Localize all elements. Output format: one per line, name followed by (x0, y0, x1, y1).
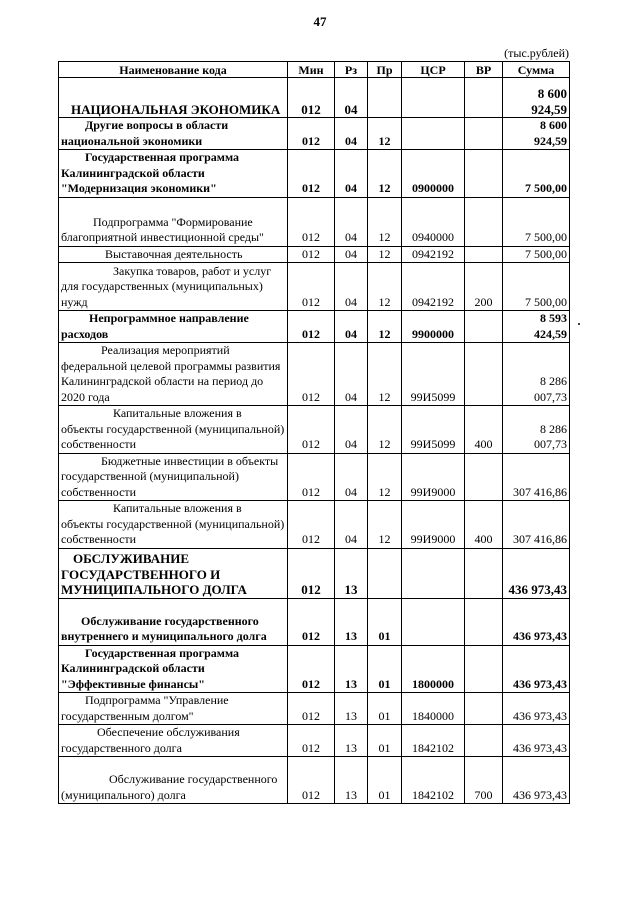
table-row (59, 406, 570, 454)
row-min: 012 (288, 118, 335, 150)
row-rz: 04 (335, 311, 368, 343)
table-row (59, 118, 570, 150)
row-csr (402, 598, 465, 645)
table-row (59, 311, 570, 343)
row-sum: 8 286 007,73 (503, 343, 570, 406)
row-pr: 12 (368, 150, 402, 198)
row-pr: 12 (368, 343, 402, 406)
row-csr: 1842102 (402, 757, 465, 804)
row-csr: 0900000 (402, 150, 465, 198)
row-sum: 8 600 924,59 (503, 78, 570, 118)
table-row (59, 501, 570, 549)
row-sum: 8 593 424,59 (503, 311, 570, 343)
row-name: Обслуживание государственного внутреннего и муниципального долга (59, 598, 288, 645)
row-min: 012 (288, 246, 335, 263)
table-row (59, 645, 570, 693)
margin-dot (578, 323, 580, 325)
row-rz: 13 (335, 645, 368, 693)
row-name: Капитальные вложения в объекты государственной (муниципальной) собственности (59, 501, 288, 549)
row-name: Реализация мероприятий федеральной целевой программы развития Калининградской области на период до 2020 года (59, 343, 288, 406)
table-row (59, 246, 570, 263)
row-rz: 04 (335, 501, 368, 549)
row-rz: 13 (335, 757, 368, 804)
table-row (59, 197, 570, 246)
row-sum: 436 973,43 (503, 645, 570, 693)
row-csr: 1842102 (402, 725, 465, 757)
row-csr (402, 118, 465, 150)
row-vr (465, 246, 503, 263)
row-pr: 01 (368, 598, 402, 645)
row-min: 012 (288, 598, 335, 645)
row-vr: 400 (465, 501, 503, 549)
row-rz: 04 (335, 246, 368, 263)
row-name: ОБСЛУЖИВАНИЕ ГОСУДАРСТВЕННОГО И МУНИЦИПАЛЬНОГО ДОЛГА (59, 548, 288, 598)
row-min: 012 (288, 343, 335, 406)
header-min: Мин (288, 62, 335, 78)
row-vr (465, 118, 503, 150)
table-row (59, 693, 570, 725)
row-min: 012 (288, 501, 335, 549)
row-min: 012 (288, 453, 335, 501)
row-csr: 99И5099 (402, 406, 465, 454)
row-pr: 12 (368, 246, 402, 263)
row-sum: 436 973,43 (503, 548, 570, 598)
row-min: 012 (288, 406, 335, 454)
row-rz: 13 (335, 598, 368, 645)
row-vr: 700 (465, 757, 503, 804)
row-csr: 99И5099 (402, 343, 465, 406)
row-csr: 0942192 (402, 263, 465, 311)
row-pr: 01 (368, 645, 402, 693)
row-rz: 04 (335, 343, 368, 406)
row-pr (368, 78, 402, 118)
row-csr: 0942192 (402, 246, 465, 263)
units-note: (тыс.рублей) (504, 46, 569, 60)
row-min: 012 (288, 311, 335, 343)
row-name: Бюджетные инвестиции в объекты государственной (муниципальной) собственности (59, 453, 288, 501)
row-name: Государственная программа Калининградской области "Модернизация экономики" (59, 150, 288, 198)
row-vr (465, 598, 503, 645)
row-csr: 9900000 (402, 311, 465, 343)
row-sum: 307 416,86 (503, 501, 570, 549)
row-vr (465, 150, 503, 198)
row-min: 012 (288, 78, 335, 118)
row-pr (368, 548, 402, 598)
row-min: 012 (288, 263, 335, 311)
row-min: 012 (288, 725, 335, 757)
table-row (59, 548, 570, 598)
row-sum: 7 500,00 (503, 197, 570, 246)
row-rz: 04 (335, 263, 368, 311)
table-row (59, 757, 570, 804)
row-vr (465, 197, 503, 246)
row-csr: 1800000 (402, 645, 465, 693)
row-name: Государственная программа Калининградской области "Эффективные финансы" (59, 645, 288, 693)
row-name: Обеспечение обслуживания государственного долга (59, 725, 288, 757)
row-vr (465, 343, 503, 406)
row-pr: 12 (368, 311, 402, 343)
row-name: Капитальные вложения в объекты государственной (муниципальной) собственности (59, 406, 288, 454)
header-csr: ЦСР (402, 62, 465, 78)
row-rz: 04 (335, 406, 368, 454)
row-rz: 04 (335, 453, 368, 501)
row-rz: 04 (335, 150, 368, 198)
row-rz: 04 (335, 118, 368, 150)
row-vr (465, 693, 503, 725)
row-min: 012 (288, 645, 335, 693)
row-vr: 200 (465, 263, 503, 311)
row-sum: 7 500,00 (503, 246, 570, 263)
row-vr (465, 78, 503, 118)
row-csr: 1840000 (402, 693, 465, 725)
row-csr (402, 548, 465, 598)
row-rz: 04 (335, 197, 368, 246)
header-vr: ВР (465, 62, 503, 78)
header-sum: Сумма (503, 62, 570, 78)
row-pr: 01 (368, 757, 402, 804)
table-row (59, 343, 570, 406)
row-min: 012 (288, 150, 335, 198)
row-pr: 01 (368, 693, 402, 725)
row-pr: 12 (368, 263, 402, 311)
budget-table (58, 61, 570, 804)
table-row (59, 453, 570, 501)
row-sum: 7 500,00 (503, 263, 570, 311)
header-rz: Рз (335, 62, 368, 78)
row-pr: 12 (368, 453, 402, 501)
row-name: Другие вопросы в области национальной экономики (59, 118, 288, 150)
row-min: 012 (288, 757, 335, 804)
row-vr (465, 453, 503, 501)
row-pr: 01 (368, 725, 402, 757)
row-sum: 436 973,43 (503, 693, 570, 725)
row-rz: 13 (335, 548, 368, 598)
row-sum: 8 600 924,59 (503, 118, 570, 150)
row-sum: 307 416,86 (503, 453, 570, 501)
row-csr: 0940000 (402, 197, 465, 246)
row-pr: 12 (368, 197, 402, 246)
table-row (59, 263, 570, 311)
row-rz: 13 (335, 725, 368, 757)
row-vr (465, 311, 503, 343)
row-min: 012 (288, 197, 335, 246)
row-sum: 436 973,43 (503, 757, 570, 804)
row-name: Обслуживание государственного (муниципального) долга (59, 757, 288, 804)
row-sum: 436 973,43 (503, 725, 570, 757)
row-csr (402, 78, 465, 118)
row-pr: 12 (368, 406, 402, 454)
row-vr (465, 645, 503, 693)
row-vr (465, 725, 503, 757)
row-name: НАЦИОНАЛЬНАЯ ЭКОНОМИКА (59, 78, 288, 118)
table-row (59, 150, 570, 198)
row-name: Подпрограмма "Формирование благоприятной инвестиционной среды" (59, 197, 288, 246)
row-sum: 436 973,43 (503, 598, 570, 645)
header-name: Наименование кода (59, 62, 288, 78)
row-pr: 12 (368, 118, 402, 150)
row-csr: 99И9000 (402, 453, 465, 501)
row-vr (465, 548, 503, 598)
header-pr: Пр (368, 62, 402, 78)
row-rz: 13 (335, 693, 368, 725)
row-name: Непрограммное направление расходов (59, 311, 288, 343)
row-vr: 400 (465, 406, 503, 454)
row-name: Закупка товаров, работ и услуг для государственных (муниципальных) нужд (59, 263, 288, 311)
table-header-row (59, 62, 570, 78)
row-min: 012 (288, 693, 335, 725)
row-csr: 99И9000 (402, 501, 465, 549)
table-row (59, 598, 570, 645)
row-pr: 12 (368, 501, 402, 549)
row-rz: 04 (335, 78, 368, 118)
row-name: Подпрограмма "Управление государственным долгом" (59, 693, 288, 725)
table-row (59, 78, 570, 118)
row-min: 012 (288, 548, 335, 598)
page-number: 47 (313, 14, 327, 29)
row-sum: 7 500,00 (503, 150, 570, 198)
row-sum: 8 286 007,73 (503, 406, 570, 454)
row-name: Выставочная деятельность (59, 246, 288, 263)
table-row (59, 725, 570, 757)
